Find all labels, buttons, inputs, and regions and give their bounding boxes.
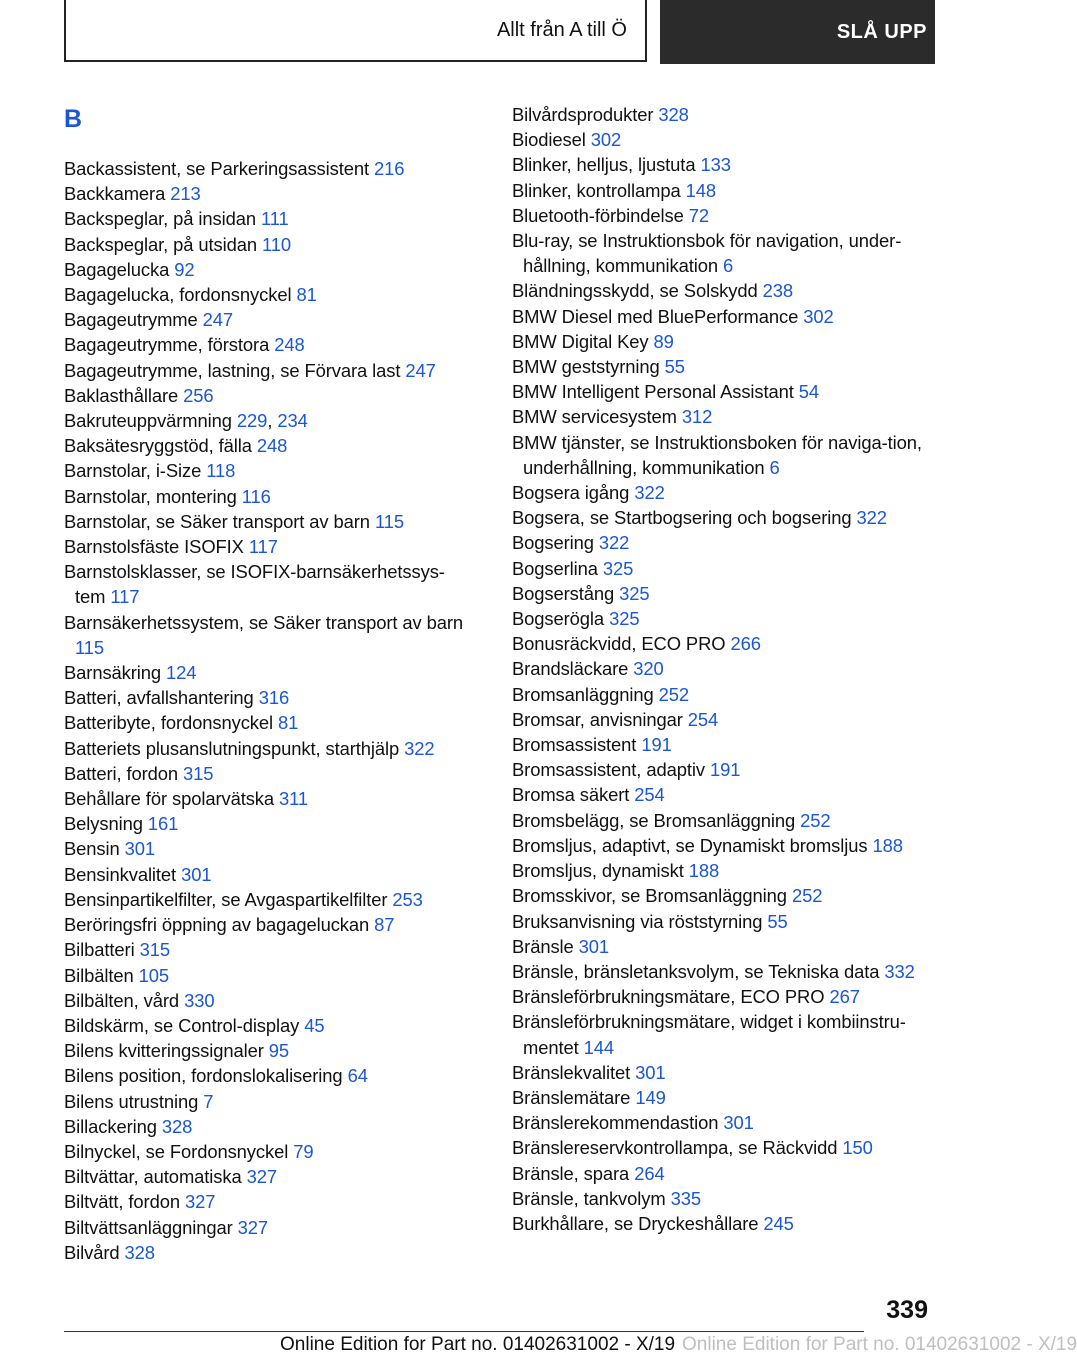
index-entry — [64, 1089, 474, 1114]
page-link[interactable]: 322 — [856, 507, 887, 529]
index-entry-text: Bruksanvisning via röststyrning — [512, 910, 768, 932]
index-entry-text: Barnstolar, montering — [64, 485, 242, 507]
index-entry-text: Barnstolsfäste ISOFIX — [64, 536, 249, 558]
index-entry-text: Baksätesryggstöd, fälla — [64, 435, 257, 457]
index-entry — [512, 203, 932, 228]
index-entry-text: Backspeglar, på utsidan — [64, 233, 262, 255]
index-entry — [64, 257, 474, 282]
page-link[interactable]: 253 — [392, 888, 423, 910]
index-entry — [512, 883, 932, 908]
page-link[interactable]: 6 — [723, 255, 734, 277]
index-entry — [512, 1009, 932, 1059]
page-link[interactable]: 144 — [583, 1036, 615, 1058]
index-entry-text: Bromsassistent — [512, 734, 642, 756]
index-entry — [512, 354, 932, 379]
index-entry — [64, 1240, 474, 1265]
index-entry-text: Barnstolsklasser, se ISOFIX-barnsäkerhetssys-tem — [64, 561, 445, 608]
page-link[interactable]: 325 — [602, 557, 634, 579]
index-entry-text: Bensinpartikelfilter, se Avgaspartikelfilter — [64, 888, 393, 910]
page-link[interactable]: 213 — [170, 183, 201, 205]
index-entry — [512, 404, 932, 429]
index-entry — [64, 736, 474, 761]
index-entry — [512, 379, 932, 404]
index-entry-text: Biodiesel — [512, 129, 591, 151]
page-link[interactable]: 238 — [762, 280, 794, 302]
index-entry-text: Bränslereservkontrollampa, se Räckvidd — [512, 1137, 843, 1159]
index-entry — [64, 206, 474, 231]
page-link[interactable]: 328 — [658, 104, 689, 125]
index-entry — [512, 1211, 932, 1236]
index-entry — [512, 808, 932, 833]
index-entry-text: Bonusräckvidd, ECO PRO — [512, 633, 731, 655]
index-entry — [512, 909, 932, 934]
index-entry — [512, 1135, 932, 1160]
page-link[interactable]: 79 — [293, 1140, 314, 1162]
index-entry-text: Bagageutrymme, förstora — [64, 334, 275, 356]
index-entry — [64, 433, 474, 458]
index-entry-text: Bogserstång — [512, 582, 620, 604]
page-link[interactable]: 110 — [261, 233, 292, 255]
index-entry-text: Bilnyckel, se Fordonsnyckel — [64, 1140, 294, 1162]
index-entry-text: Biltvätt, fordon — [64, 1191, 185, 1213]
index-entry-text: BMW Diesel med BluePerformance — [512, 305, 804, 327]
index-entry — [64, 1164, 474, 1189]
index-entry — [512, 656, 932, 681]
index-entry — [512, 102, 932, 127]
index-entry-text: Bensin — [64, 838, 125, 860]
index-entry-text: Bränsle — [512, 935, 579, 957]
page-link[interactable]: 72 — [688, 204, 709, 226]
page-link[interactable]: 335 — [670, 1187, 701, 1209]
index-entry — [64, 181, 474, 206]
top-navigation — [64, 0, 935, 64]
page-link[interactable]: 327 — [246, 1166, 278, 1188]
footer-edition-text: Online Edition for Part no. 01402631002 - X/19 — [280, 1334, 676, 1355]
index-entry — [512, 228, 932, 278]
page-link[interactable]: 54 — [798, 381, 820, 403]
index-entry-text: Belysning — [64, 813, 148, 835]
page-link[interactable]: 133 — [700, 154, 731, 176]
index-entry-text: Bilbälten, vård — [64, 989, 185, 1011]
page-link[interactable]: 328 — [124, 1241, 155, 1263]
index-entry-text: Bilvårdsprodukter — [512, 104, 659, 125]
index-entry-text: Backassistent, se Parkeringsassistent — [64, 158, 374, 179]
page-link[interactable]: 320 — [633, 658, 664, 680]
index-entry-text: Bilvård — [64, 1241, 125, 1263]
page-link[interactable]: 254 — [634, 784, 665, 806]
page-link[interactable]: 327 — [237, 1216, 269, 1238]
index-entry-text: Bagageutrymme — [64, 309, 203, 331]
index-entry-text: Batteri, avfallshantering — [64, 687, 259, 709]
page-link[interactable]: 252 — [800, 809, 831, 831]
page-link[interactable]: 117 — [248, 536, 278, 558]
index-entry-text: Blinker, helljus, ljustuta — [512, 154, 701, 176]
index-entry-text: Backkamera — [64, 183, 171, 205]
page-link[interactable]: 216 — [374, 158, 405, 179]
page-link[interactable]: 330 — [184, 989, 215, 1011]
index-entry — [512, 606, 932, 631]
page-link[interactable]: 302 — [803, 305, 834, 327]
page-link[interactable]: 332 — [884, 960, 915, 982]
index-list-left — [64, 156, 474, 1265]
page-link[interactable]: 64 — [347, 1065, 368, 1087]
index-entry-text: Bildskärm, se Control-display — [64, 1014, 305, 1036]
index-entry-text: Blu-ray, se Instruktionsbok för navigation, under-hållning, kommunikation — [512, 230, 902, 277]
index-entry-text: Bromsanläggning — [512, 683, 659, 705]
page-link[interactable]: 149 — [635, 1086, 666, 1108]
page-link[interactable]: 302 — [590, 129, 622, 151]
page-link[interactable]: 322 — [598, 532, 630, 554]
page-link[interactable]: 252 — [658, 683, 690, 705]
index-entry — [512, 682, 932, 707]
index-entry — [512, 984, 932, 1009]
page-link[interactable]: 325 — [619, 582, 650, 604]
page-link[interactable]: 229 — [236, 410, 268, 432]
index-entry-text: Barnstolar, se Säker transport av barn — [64, 510, 375, 532]
page-link[interactable]: 150 — [842, 1137, 873, 1159]
index-entry-text: Baklasthållare — [64, 384, 184, 406]
page-link[interactable]: 55 — [664, 356, 685, 378]
index-entry — [64, 660, 474, 685]
index-entry-text: Bilens position, fordonslokalisering — [64, 1065, 348, 1087]
index-entry — [64, 1013, 474, 1038]
index-entry-text: BMW geststyrning — [512, 356, 665, 378]
page-link[interactable]: 267 — [829, 986, 860, 1008]
index-entry — [512, 707, 932, 732]
index-entry — [64, 484, 474, 509]
index-entry-text: Batteri, fordon — [64, 762, 184, 784]
page-link[interactable]: 322 — [404, 737, 435, 759]
page-link[interactable]: 328 — [161, 1115, 193, 1137]
page-link[interactable]: 311 — [279, 788, 309, 810]
index-entry-text: Bilbälten — [64, 964, 139, 986]
index-entry-text: Burkhållare, se Dryckeshållare — [512, 1212, 764, 1234]
index-entry — [64, 811, 474, 836]
index-entry-text: Bränsleförbrukningsmätare, widget i kombiinstru-mentet — [512, 1011, 906, 1058]
index-entry — [512, 858, 932, 883]
index-entry-text: Bromsar, anvisningar — [512, 708, 688, 730]
page-link[interactable]: 105 — [138, 964, 170, 986]
index-entry-text: Bluetooth-förbindelse — [512, 204, 689, 226]
page-link[interactable]: 92 — [174, 258, 195, 280]
index-entry-text: Bilens utrustning — [64, 1090, 204, 1112]
index-entry — [64, 383, 474, 408]
page-link[interactable]: 89 — [653, 330, 674, 352]
index-entry — [512, 329, 932, 354]
index-entry — [64, 559, 474, 609]
index-entry — [64, 786, 474, 811]
page-link[interactable]: 252 — [791, 885, 823, 907]
page-link[interactable]: 256 — [183, 384, 214, 406]
page-link[interactable]: 322 — [634, 482, 665, 504]
index-entry — [512, 782, 932, 807]
index-entry-text: Bränsle, bränsletanksvolym, se Tekniska data — [512, 960, 885, 982]
page-link[interactable]: 55 — [767, 910, 788, 932]
index-entry — [512, 430, 932, 480]
index-entry-text: Batteriets plusanslutningspunkt, starthjälp — [64, 737, 405, 759]
page-link[interactable]: 301 — [578, 935, 610, 957]
index-entry-text: Bromsassistent, adaptiv — [512, 759, 710, 781]
index-entry-text: Bromsbelägg, se Bromsanläggning — [512, 809, 801, 831]
footer-divider — [64, 1331, 864, 1332]
page-link[interactable]: 7 — [203, 1090, 214, 1112]
index-entry-text: Behållare för spolarvätska — [64, 788, 280, 810]
index-entry-text: Biltvättar, automatiska — [64, 1166, 247, 1188]
index-entry — [64, 710, 474, 735]
page-link[interactable]: 95 — [268, 1040, 290, 1062]
page-link[interactable]: 45 — [304, 1014, 325, 1036]
index-entry — [512, 581, 932, 606]
index-entry-text: Bilens kvitteringssignaler — [64, 1040, 269, 1062]
index-entry — [64, 458, 474, 483]
index-entry-text: BMW Digital Key — [512, 330, 654, 352]
page-link[interactable]: 301 — [723, 1112, 754, 1134]
page-link[interactable]: 247 — [202, 309, 234, 331]
page-link[interactable]: 111 — [260, 208, 289, 230]
index-entry — [64, 912, 474, 937]
index-entry-text: Bränsleförbrukningsmätare, ECO PRO — [512, 986, 830, 1008]
index-entry — [512, 278, 932, 303]
index-entry-text: Bländningsskydd, se Solskydd — [512, 280, 763, 302]
footer-watermark: Online Edition for Part no. 01402631002 - X/19 — [682, 1334, 1077, 1355]
page-link[interactable]: 316 — [258, 687, 290, 709]
page-link[interactable]: 301 — [181, 863, 212, 885]
index-entry — [512, 959, 932, 984]
page-link[interactable]: 115 — [75, 636, 105, 658]
index-entry — [64, 1189, 474, 1214]
a-to-z-tab[interactable]: Allt från A till Ö — [64, 0, 647, 62]
index-entry-text: Bagagelucka — [64, 258, 175, 280]
index-entry — [64, 988, 474, 1013]
index-column-right — [512, 102, 932, 1236]
page-link[interactable]: 325 — [609, 608, 640, 630]
index-entry — [64, 836, 474, 861]
index-entry — [64, 1063, 474, 1088]
index-entry-text: Bromsa säkert — [512, 784, 635, 806]
index-entry — [512, 1060, 932, 1085]
index-entry-text: Bagageutrymme, lastning, se Förvara last — [64, 359, 406, 381]
index-entry-text: Bogserögla — [512, 608, 610, 630]
index-entry-text: Bränslekvalitet — [512, 1061, 636, 1083]
index-entry — [64, 685, 474, 710]
index-entry — [64, 1215, 474, 1240]
index-entry — [64, 358, 474, 383]
index-entry — [512, 505, 932, 530]
index-entry — [64, 761, 474, 786]
index-entry — [64, 534, 474, 559]
index-entry-text: BMW servicesystem — [512, 406, 682, 428]
index-entry-text: Barnsäkring — [64, 662, 167, 684]
index-entry — [64, 509, 474, 534]
page-link[interactable]: 301 — [124, 838, 156, 860]
index-entry — [64, 1139, 474, 1164]
index-entry — [512, 178, 932, 203]
page-link[interactable]: 315 — [183, 762, 214, 784]
index-entry-text: Bränsle, tankvolym — [512, 1187, 671, 1209]
index-entry-text: Bränslerekommendastion — [512, 1112, 724, 1134]
index-entry — [512, 1161, 932, 1186]
page-number: 339 — [886, 1296, 928, 1324]
page-link[interactable]: 87 — [374, 914, 395, 936]
lookup-tab[interactable]: SLÅ UPP — [660, 0, 935, 64]
page-link[interactable]: 117 — [110, 586, 140, 608]
page-link[interactable]: 245 — [763, 1212, 794, 1234]
index-entry-text: BMW Intelligent Personal Assistant — [512, 381, 799, 403]
index-entry-text: Bagagelucka, fordonsnyckel — [64, 284, 297, 306]
index-column-left — [64, 102, 474, 1265]
index-entry — [64, 937, 474, 962]
page-link[interactable]: 248 — [274, 334, 305, 356]
index-entry — [512, 304, 932, 329]
index-entry-text: Bogsera, se Startbogsering och bogsering — [512, 507, 857, 529]
index-entry — [512, 732, 932, 757]
index-entry — [64, 156, 474, 181]
page-link[interactable]: 247 — [405, 359, 436, 381]
page-link[interactable]: 81 — [278, 712, 299, 734]
index-entry-text: Barnstolar, i-Size — [64, 460, 207, 482]
index-entry-text: Bränsle, spara — [512, 1162, 635, 1184]
index-entry — [512, 1110, 932, 1135]
page-link[interactable]: 315 — [139, 939, 170, 961]
page-link[interactable]: 188 — [872, 834, 903, 856]
index-entry — [512, 934, 932, 959]
page-link[interactable]: 191 — [641, 734, 672, 756]
index-entry — [512, 127, 932, 152]
page-link[interactable]: 6 — [769, 456, 780, 478]
page-link[interactable]: 234 — [277, 410, 308, 432]
section-letter: B — [64, 105, 83, 133]
index-entry-text: BMW tjänster, se Instruktionsboken för naviga-tion, underhållning, kommunikation — [512, 431, 922, 478]
index-entry — [512, 1186, 932, 1211]
index-entry-text: Bakruteuppvärmning — [64, 410, 237, 432]
index-entry — [64, 887, 474, 912]
page-link[interactable]: 266 — [730, 633, 761, 655]
index-entry: Bakruteuppvärmning 229, 234 — [64, 410, 308, 432]
page-link[interactable]: 327 — [184, 1191, 216, 1213]
index-entry-text: Bensinkvalitet — [64, 863, 182, 885]
index-entry-text: Bogserlina — [512, 557, 603, 579]
index-entry-text: Barnsäkerhetssystem, se Säker transport av barn — [64, 611, 464, 633]
index-entry-text: Bromsljus, dynamiskt — [512, 860, 689, 882]
page-link[interactable]: 188 — [688, 860, 720, 882]
index-entry — [512, 480, 932, 505]
index-entry — [64, 282, 474, 307]
page-link[interactable]: 81 — [296, 284, 317, 306]
index-entry — [512, 530, 932, 555]
index-entry — [64, 1038, 474, 1063]
page-link[interactable]: 301 — [635, 1061, 666, 1083]
index-entry — [64, 332, 474, 357]
index-entry-text: Batteribyte, fordonsnyckel — [64, 712, 279, 734]
index-entry-text: Blinker, kontrollampa — [512, 179, 686, 201]
index-entry-text: Bogsera igång — [512, 482, 635, 504]
page-link[interactable]: 115 — [374, 510, 404, 532]
index-entry — [512, 631, 932, 656]
page-link[interactable]: 264 — [634, 1162, 665, 1184]
page-link[interactable]: 116 — [241, 485, 271, 507]
index-entry-text: Biltvättsanläggningar — [64, 1216, 238, 1238]
index-entry — [64, 307, 474, 332]
page-link[interactable]: 148 — [685, 179, 717, 201]
index-entry — [64, 232, 474, 257]
index-entry-text: Billackering — [64, 1115, 162, 1137]
index-entry-text: Bromsljus, adaptivt, se Dynamiskt bromsljus — [512, 834, 873, 856]
index-entry-text: Beröringsfri öppning av bagageluckan — [64, 914, 375, 936]
index-list-right — [512, 102, 932, 1236]
page-link[interactable]: 118 — [206, 460, 236, 482]
index-entry — [512, 833, 932, 858]
index-entry — [512, 757, 932, 782]
index-entry — [64, 963, 474, 988]
index-entry — [512, 152, 932, 177]
index-entry — [64, 862, 474, 887]
index-entry — [64, 610, 474, 660]
index-entry-text: Brandsläckare — [512, 658, 634, 680]
index-entry-text: Bilbatteri — [64, 939, 140, 961]
index-entry — [512, 1085, 932, 1110]
index-entry-text: Bränslemätare — [512, 1086, 636, 1108]
index-entry-text: Backspeglar, på insidan — [64, 208, 261, 230]
index-entry-text: Bromsskivor, se Bromsanläggning — [512, 885, 792, 907]
page-link[interactable]: 124 — [166, 662, 197, 684]
page-link[interactable]: 248 — [256, 435, 288, 457]
page-link[interactable]: 191 — [709, 759, 741, 781]
index-entry-text: Bogsering — [512, 532, 599, 554]
page-link[interactable]: 312 — [681, 406, 713, 428]
page-link[interactable]: 161 — [147, 813, 179, 835]
index-entry — [64, 1114, 474, 1139]
index-entry — [512, 556, 932, 581]
page-link[interactable]: 254 — [687, 708, 719, 730]
